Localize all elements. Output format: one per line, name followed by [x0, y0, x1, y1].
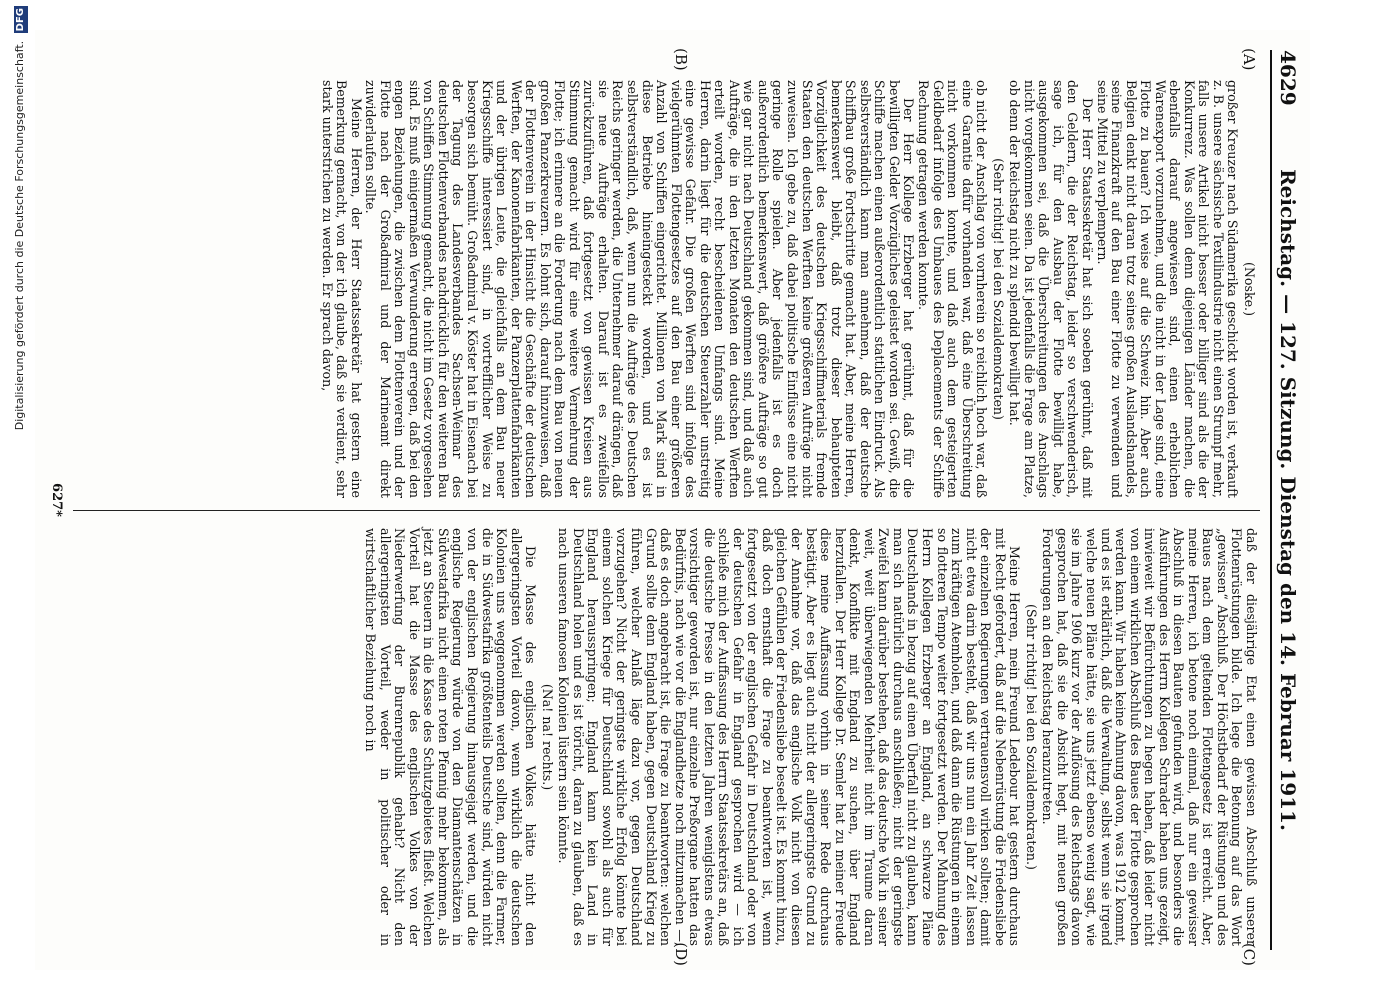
margin-marker-c: (C)	[1240, 942, 1258, 966]
interjection: (Na! na! rechts.)	[539, 683, 555, 791]
paragraph: Meine Herren, mein Freund Ledebour hat gestern durchaus mit Recht gefordert, daß auf die Nebenrüstung die Friedensliebe der einzelnen Regierungen vertrauensvoll wirken sollten; damit nicht etwa darin besteht, daß wir uns nun ein Jahr Zeit lassen zum kräftigen Atemholen, und daß dann die Rüstungen in einem so flotteren Tempo weiter fortgesetzt werden. Der Mahnung des Herrn Kollegen Erzberger an England, an schwarze Pläne Deutschlands in bezug auf einen Überfall nicht zu glauben, kann man sich natürlich durchaus anschließen; nicht der geringste Zweifel kann darüber bestehen, daß das deutsche Volk in seiner weit, weit überwiegenden Mehrheit nicht im Traume daran denkt, Konflikte mit England zu suchen, über England herzufallen. Der Herr Kollege Dr. Semler hat zu meiner Freude diese meine Auffassung vorhin in seiner Rede durchaus bestätigt. Aber es liegt auch nicht der allergeringste Grund zu der Annahme vor, daß das englische Volk nicht von diesen gleichen Gefühlen der Friedensliebe beseelt ist. Es kommt hinzu, daß doch ernsthaft die Frage zu beantworten ist, wenn fortgesetzt von der englischen Gefahr in Deutschland oder von der deutschen Gefahr in England gesprochen wird — ich schließe mich der Auffassung des Herrn Staatssekretärs an, daß die deutsche Presse in den letzten Jahren weniglstens etwas vorsichtiger geworden ist, nur einzelne Preßorgane hatten das Bedürfnis, nach wie vor die Englandhetze noch mitzumachen —, daß es doch angebracht ist, die Frage zu beantworten: welchen Grund sollte denn England haben, gegen Deutschland Krieg zu führen, welcher Anlaß läge dazu vor, gegen Deutschland vorzugehen? Nicht der geringste wirkliche Erfolg könnte bei einem solchen Kriege für Deutschland sowohl als auch für England herausspringen; England kann kein Land in Deutschland holen und es ist töricht, daran zu glauben, daß es nach unseren famosen Kolonien lüstern sein könnte.	[556, 528, 1023, 946]
dfg-logo: DFG	[15, 8, 26, 32]
interjection: (Sehr richtig! bei den Sozialdemokraten.)	[1023, 604, 1039, 870]
column-divider	[73, 510, 1260, 511]
right-column	[75, 528, 1258, 946]
page-header	[1270, 50, 1302, 950]
margin-marker-b: (B)	[672, 48, 690, 71]
margin-marker-d: (D)	[672, 942, 690, 966]
margin-marker-a: (A)	[1240, 48, 1258, 71]
interjection: (Sehr richtig! bei den Sozialdemokraten)	[990, 158, 1006, 420]
paragraph: ob nicht der Anschlag von vornherein so reichlich hoch war, daß eine Garantie dafür vorhanden war, daß eine Überschreitung nicht vorkommen konnte, und daß auch dem gesteigerten Geldbedarf infolge des Umbaues des Deplacements der Schiffe Rechnung getragen werden konnte.	[915, 80, 990, 498]
left-column	[75, 80, 1258, 498]
digitization-credit	[0, 0, 26, 1000]
paragraph: Die Masse des englischen Volkes hätte nicht den allergeringsten Vorteil davon, wenn wirklich die deutschen Kolonien uns weggenommen werden sollten, denn die Farmer, die in Südwestafrika größtenteils Deutsche sind, würden nicht von der englischen Regierung hinausgejagt werden, und die englische Regierung würde von den Diamantenschätzen in Südwestafrika nicht einen roten Pfennig mehr bekommen, als jetzt an Steuern in die Kasse des Schutzgebietes fließt. Welchen Vorteil hat die Masse des englischen Volkes von der Niederwerfung der Burenrepublik gehabt? Nicht den allergeringsten Vorteil, weder in politischer oder in wirtschaftlicher Beziehung noch in	[363, 528, 539, 946]
credit-text: Digitalisierung gefördert durch die Deutsche Forschungsgemeinschaft.	[13, 40, 26, 431]
scanned-page	[35, 30, 1310, 970]
paragraph: daß der diesjährige Etat einen gewissen Abschluß unserer Flottenrüstungen bilde. Ich lege die Betonung auf das Wort „gewissen“ Abschluß. Der Höchstbedarf der Rüstungen und des Baues nach dem geltenden Flottengesetz ist erreicht. Aber, meine Herren, ich betone noch einmal, daß nur ein gewisser Abschluß in diesen Bauten gefunden wird, und besonders die Ausführungen des Herrn Kollegen Schrader haben uns gezeigt, inwieweit wir Befürchtungen zu hegen haben, daß leider nicht von einem wirklichen Abschluß des Baues der Flotte gesprochen werden kann. Wir haben keine Ahnung davon, was 1912 kommt, und es ist erklärlich, daß die Verwaltung, selbst wenn sie irgend welche neuen Pläne hätte, sie uns jetzt ebenso wenig sagt, wie sie im Jahre 1906 kurz vor der Auflösung des Reichstags davon gesprochen hat, daß sie die Absicht hegt, mit neuen großen Forderungen an den Reichstag heranzutreten.	[1040, 528, 1259, 946]
paragraph: Der Herr Staatssekretär hat sich soeben gerühmt, daß mit den Geldern, die der Reichstag, leider so verschwenderisch, sage ich, für den Ausbau der Flotte bewilligt habe, ausgekommen sei, daß die Überschreitungen des Anschlags nicht vorgekommen seien. Da ist jedenfalls die Frage am Platze, ob denn der Reichstag nicht zu splendid bewilligt hat.	[1007, 80, 1095, 498]
paragraph: großer Kreuzer nach Südamerika geschickt worden ist, verkauft z. B. unsere sächsische Textilindustrie nicht einen Strumpf mehr, falls unsere Artikel nicht besser oder billiger sind als die der Konkurrenz. Was sollen denn diejenigen Länder machen, die ebenfalls darauf angewiesen sind, einen erheblichen Warenexport vorzunehmen, und die nicht in der Lage sind, eine Flotte zu bauen? Ich weise auf die Schweiz hin. Aber auch Belgien denkt nicht daran trotz seines großen Auslandshandels, seine Finanzkraft auf den Bau einer Flotte zu verwenden und seine Mittel zu verplempern.	[1094, 80, 1241, 498]
signature-mark: 627*	[49, 483, 64, 517]
paragraph: Meine Herren, der Herr Staatssekretär hat gestern eine Bemerkung gemacht, von der ich glaube, daß sie verdient, sehr stark unterstrichen zu werden. Er sprach davon,	[319, 80, 364, 498]
speaker-name: (Noske.)	[1242, 262, 1257, 316]
page-number: 4629	[1276, 50, 1300, 106]
paragraph: Der Herr Kollege Erzberger hat gerühmt, daß für die bewilligten Gelder Vorzügliches geleistet worden sei. Gewiß, die Schiffe machen einen außerordentlich stattlichen Eindruck. Als selbstverständlich kann man annehmen, daß der deutsche Schiffbau große Fortschritte gemacht hat. Aber, meine Herren, bemerkenswert bleibt, daß trotz dieser behaupteten Vorzüglichkeit des deutschen Kriegsschiffmaterials fremde Staaten den deutschen Werften keine größeren Aufträge nicht zuweisen. Ich gebe zu, daß dabei politische Einflüsse eine nicht geringe Rolle spielen. Aber jedenfalls ist es doch außerordentlich bemerkenswert, daß größere Aufträge so gut wie gar nicht nach Deutschland gekommen sind, und daß auch Aufträge, die in den letzten Monaten den deutschen Werften erteilt worden, recht bescheidenen Umfangs sind. Meine Herren, darin liegt für die deutschen Steuerzahler unstreitig eine gewisse Gefahr. Die großen Werften sind infolge des vielgerühmten Flottengesetzes auf den Bau einer größeren Anzahl von Schiffen eingerichtet. Millionen von Mark sind in diese Betriebe hineingesteckt worden, und es ist selbstverständlich, daß, wenn nun die Aufträge des Deutschen Reichs geringer werden, die Unternehmer darauf drängen, daß sie neue Aufträge erhalten. Darauf ist es zweifellos zurückzuführen, daß fortgesetzt von gewissen Kreisen aus Stimmung gemacht wird für eine weitere Vermehrung der Flotte; ich erinnere an die Forderung nach dem Bau von neuen großen Panzerkreuzern. Es lohnt sich, darauf hinzuweisen, daß der Flottenverein in der Hinsicht die Geschäfte der deutschen Werften, der Kanonenfabrikanten, der Panzerplattenfabrikanten und der übrigen Leute, die gleichfalls an dem Bau neuer Kriegsschiffe interessiert sind, in vortrefflicher Weise zu besorgen sich bemüht. Großadmiral v. Köster hat in Eisenach bei der Tagung des Landesverbandes Sachsen-Weimar des deutschen Flottenverbandes nachdrücklich für den weiteren Bau von Schiffen Stimmung gemacht, die nicht im Gesetz vorgesehen sind. Es muß einigermaßen Verwunderung erregen, daß bei den engen Beziehungen, die zwischen dem Flottenverein und der Flotte nach der Großadmiral und der Marineamt direkt zuwiderlaufen sollte.	[363, 80, 917, 498]
running-title: Reichstag. — 127. Sitzung. Dienstag den 14. Februar 1911.	[1276, 169, 1300, 831]
